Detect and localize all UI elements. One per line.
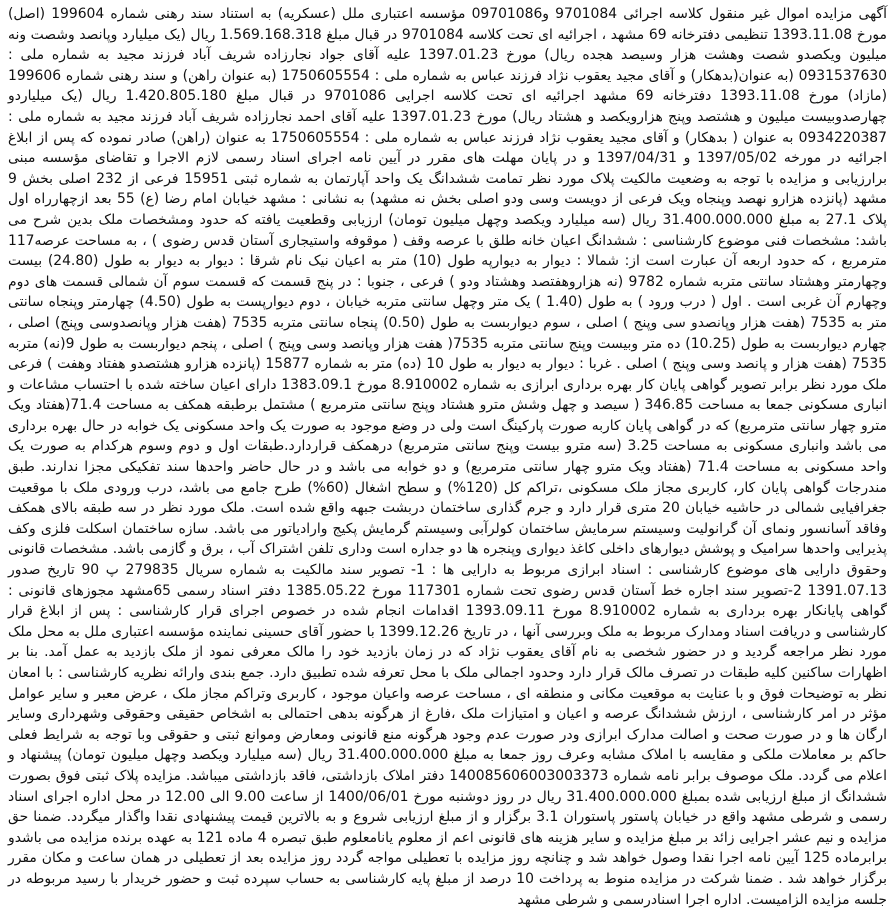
notice-body-text: آگهی مزایده اموال غیر منقول کلاسه اجرائی 9701084 و09701086 مؤسسه اعتباری ملل (عسکریه) به استناد سند رهنی شماره 199604 (اصل) مورخ 1393.11.08 تنظیمی دفترخانه 69 مشهد ، اجرائیه ای تحت کلاسه 9701084 در قبال مبلغ 1.569.168.318 ریال (یک میلیارد وپانصد وشصت ونه میلیون ویکصدو شصت وهشت هزار وسیصد هجده ریال) مورخ 1397.01.23 علیه آقای جواد نجارزاده شریف آباد فرزند مجید به شماره ملی : 0931537630 (به عنوان(بدهکار) و آقای مجید یعقوب نژاد فرزند عباس به شماره ملی : 1750605554 (به عنوان راهن) و سند رهنی شماره 199606 (مازاد) مورخ 1393.11.08 دفترخانه 69 مشهد اجرائیه ای تحت کلاسه اجرایی 9701086 در قبال مبلغ 1.420.805.180 ریال (یک میلیاردو چهارصدوبیست میلیون و هشتصد وپنج هزارویکصد و هشتاد ریال) مورخ 1397.01.23 علیه آقای احمد نجارزاده شریف آباد فرزند مجید به شماره ملی : 0934220387 به عنوان ( بدهکار) و آقای مجید یعقوب نژاد فرزند عباس به شماره ملی : 1750605554 به عنوان (راهن) صادر نموده که پس از ابلاغ اجرائیه در مورخه 1397/05/02 و 1397/04/31 و در پایان مهلت های مقرر در آیین نامه اجرای اسناد رسمی لازم الاجرا و تقاضای مؤسسه مبنی برارزیابی و مزایده با توجه به وضعیت مالکیت پلاک مورد نظر تمامت ششدانگ یک واحد آپارتمان به شماره ثبتی 15951 فرعی از 232 اصلی بخش 9 مشهد (پانزده هزارو نهصد وپنجاه ویک فرعی از دویست وسی ودو اصلی بخش نه مشهد) به نشانی : مشهد خیابان امام رضا (ع) 55 بعد ازچهارراه اول پلاک 27.1 به مبلغ 31.400.000.000 ریال (سه میلیارد ویکصد وچهل میلیون تومان) ارزیابی وقطعیت یافته که حدود ومشخصات ملک بدین شرح می باشد: مشخصات فنی موضوع کارشناسی : ششدانگ اعیان خانه طلق با عرصه وقف ( موقوفه واستیجاری آستان قدس رضوی ) ، به مساحت عرصه117 مترمربع ، که حدود اربعه آن عبارت است از: شمالا : دیوار به دیوارپه طول (10) متر به اعیان نیک نام شرقا : دیوار به دیوار به طول (24.80) بیست وچهارمتر وهشتاد سانتی متربه شماره 9782 (نه هزاروهفتصد وهشتاد ودو ) فرعی ، جنوبا : در پنج قسمت که قسمت سوم آن شمالی قسمت های دوم وچهارم آن غربی است . اول ( درب ورود ) به طول (1.40 ) یک متر وچهل سانتی متربه خیابان ، دوم دیوارپست به طول (4.50) چهارمتر وپنجاه سانتی متر به 7535 (هفت هزار وپانصدو سی وپنج ) اصلی ، سوم دیواربست به طول (0.50) پنجاه سانتی متربه 7535 (هفت هزار وپانصدوسی وپنج) اصلی ، چهارم دیواربست به طول (10.25) ده متر وبیست وپنج سانتی متربه 7535( هفت هزار وپانصد وسی وپنج ) اصلی ، پنجم دیواربست به طول 9(نه) متربه 7535 (هفت هزار و پانصد وسی وپنج ) اصلی . غربا : دیوار به دیوار به طول 10 (ده) متر به شماره 15877 (پانزده هزارو هشتصدو هفتاد وهفت ) فرعی ملک مورد نظر برابر تصویر گواهی پایان کار بهره برداری ابرازی به شماره 8.910002 مورخ 1383.09.1 دارای اعیان ساخته شده با احتساب مشاعات و انباری مسکونی جمعا به مساحت 346.85 ( سیصد و چهل وشش مترو هشتاد وپنج سانتی مترمربع ) مشتمل برطبقه همکف به مساحت 71.4(هفتاد ویک مترو چهار سانتی مترمربع) که در گواهی پایان کاربه صورت پارکینگ است ولی در وضع موجود به صورت یک واحد مسکونی یک خوابه در حال بهره برداری می باشد وانباری مسکونی به مساحت 3.25 (سه مترو بیست وپنج سانتی مترمربع) درهمکف قراردارد.طبقات اول و دوم وسوم هرکدام به صورت یک واحد مسکونی به مساحت 71.4 (هفتاد ویک مترو چهار سانتی مترمربع) و دو خوابه می باشد و در حال حاضر واحدها سند تفکیکی مجزا ندارند. طبق مندرجات گواهی پایان کار، کاربری مجاز ملک مسکونی ،تراکم کل (120%) و سطح اشغال (60%) طرح جامع می باشد، درب ورودی ملک با موقعیت جغرافیایی شمالی در حاشیه خیابان 20 متری قرار دارد و جرم گذاری ساختمان دربشت جبهه واقع شده است. ملک مورد نظر در سه طبقه بالای همکف وفاقد آسانسور ونمای آن گرانولیت وسیستم سرمایش ساختمان کولرآبی وسیستم گرمایش پکیج وارادیاتور می باشد. سازه ساختمان اسکلت فلزی وکف پذیرایی واحدها سرامیک و پوشش دیوارهای داخلی کاغذ دیواری وپنجره ها دو جداره است وداری تلفن اشتراک آب ، برق و گازمی باشد. مشخصات قانونی وحقوق دارایی های موضوع کارشناسی : اسناد ابرازی مربوط به دارایی ها : 1- تصویر سند مالکیت به شماره سریال 279835 پ 90 تاریخ صدور 1391.07.13 2-تصویر سند اجاره خط آستان قدس رضوی تحت شماره 117301 مورخ 1385.05.22 دفتر اسناد رسمی 65مشهد مجوزهای قانونی : گواهی پایانکار بهره برداری به شماره 8.910002 مورخ 1393.09.11 اقدامات انجام شده در خصوص اجرای قرار کارشناسی : پس از ابلاغ قرار کارشناسی و دریافت اسناد ومدارک مربوط به ملک وبررسی آنها ، در تاریخ 1399.12.26 با حضور آقای حسینی نماینده مؤسسه اعتباری ملل به محل ملک مورد نظر مراجعه گردید و در حضور شخصی به نام آقای یعقوب نژاد که در زمان بازدید خود را مالک معرفی نمود از ملک بازدید به عمل آمد. بنا بر اظهارات ساکنین کلیه طبقات در تصرف مالک قرار دارد وحدود اجمالی ملک با محل تعرفه شده تطبیق دارد. جمع بندی وارائه نظریه کارشناسی : با امعان نظر به توضیحات فوق و با عنایت به موقعیت مکانی و منطقه ای ، مساحت عرصه واعیان موجود ، کاربری وتراکم مجاز ملک ، عرض معبر و سایر عوامل مؤثر در امر کارشناسی ، ارزش ششدانگ عرصه و اعیان و امتیازات ملک ،فارغ از هرگونه بدهی احتمالی به اشخاص حقیقی وحقوقی وشهرداری وسایر ارگان ها و در صورت صحت و اصالت مدارک ابرازی ودر صورت عدم وجود هرگونه منع قانونی ومعارض وموانع ثبتی و حقوقی وبا توجه به شرایط فعلی حاکم بر معاملات ملکی و مقایسه با املاک مشابه وعرف روز جمعا به مبلغ 31.400.000.000 ریال (سه میلیارد ویکصد وچهل میلیون تومان) پیشنهاد و اعلام می گردد. ملک موصوف برابر نامه شماره 140085606003003373 دفتر املاک بازداشتی، فاقد بازداشتی میباشد. مزایده پلاک ثبتی فوق بصورت ششدانگ از مبلغ ارزیابی شده بمبلغ 31.400.000.000 ریال در روز دوشنبه مورخ 1400/06/01 از ساعت 9.00 الی 12.00 در محل اداره اجرای اسناد رسمی و شرطی مشهد واقع در خیابان پاستور پاستوران 3.1 برگزار و از مبلغ ارزیابی شروع و به بالاترین قیمت پیشنهادی نقدا واگذار میگردد. ضمنا حق مزایده و نیم عشر اجرایی زائد بر مبلغ مزایده و سایر هزینه های قانونی اعم از معلوم یانامعلوم طبق تبصره 4 ماده 121 به عهده برنده مزایده می باشدو برابرماده 125 آیین نامه اجرا نقدا وصول خواهد شد و چنانچه روز مزایده با تعطیلی مواجه گردد روز مزایده بعد از تعطیلی در همان ساعت و مکان مقرر برگزار خواهد شد . ضمنا شرکت در مزایده منوط به پرداخت 10 درصد از مبلغ پایه کارشناسی به حساب سپرده ثبت و حضور خریدار با رسید مربوطه در جلسه مزایده الزامیست. اداره اجرا اسنادرسمی و شرطی مشهد	[8, 6, 888, 908]
auction-notice	[8, 4, 888, 908]
